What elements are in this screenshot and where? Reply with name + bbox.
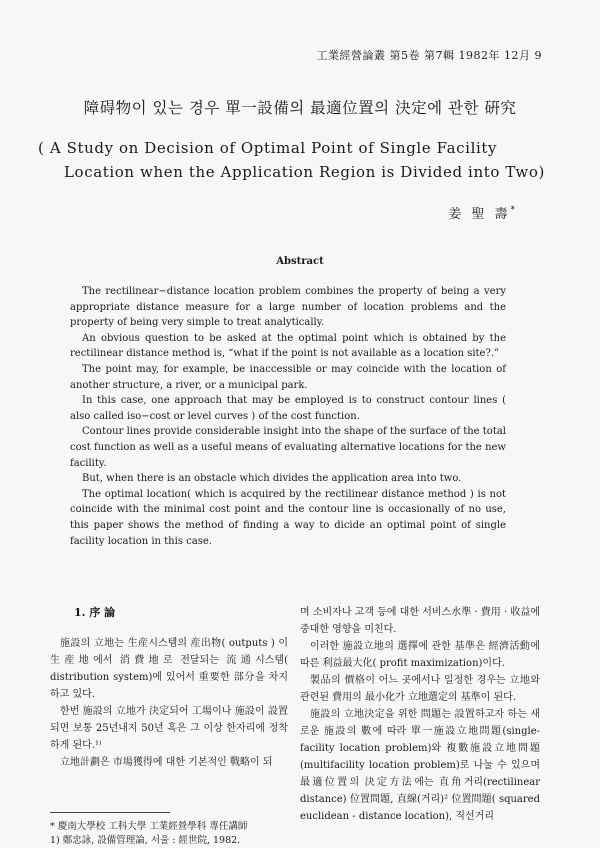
abstract-paragraph: The optimal location( which is acquired by the rectilinear distance method ) is not coincide with the minimal cost point and the contour line is occasionally of no use, this paper shows the method of finding a way to dicide an optimal point of single facility location in this case. xyxy=(70,488,506,547)
body-paragraph: 한번 施設의 立地가 決定되어 工場이나 施設이 設置되면 보통 25년내지 50년 혹은 그 이상 한자리에 정착하게 된다.¹⁾ xyxy=(50,706,288,751)
abstract-paragraph: But, when there is an obstacle which divides the application area into two. xyxy=(82,473,462,485)
title-english-line1: ( A Study on Decision of Optimal Point of Single Facility xyxy=(38,139,498,157)
column-right xyxy=(300,604,540,825)
author xyxy=(448,203,518,222)
title-english-line2: Location when the Application Region is Divided into Two) xyxy=(64,163,545,181)
footnote-rule xyxy=(50,812,170,813)
body-paragraph: 施設의 立地決定을 위한 問題는 設置하고자 하는 새로운 施設의 數에 따라 單一施設立地問題(single-facility location problem)와 複數施設立地問題(multifacility location problem)로 나눌 수 있으며 最適位置의 決定方法에는 直角거리(rectilinear distance) 位置問題, 直線(거리)² 位置問題( squared euclidean - distance location), 직선거리 xyxy=(300,709,540,822)
body-paragraph: 施設의 立地는 生産시스템의 産出物( outputs ) 이 生産地에서 消費地로 전달되는 流通시스템( distribution system)에 있어서 重要한 部分을 차지하고 있다. xyxy=(50,638,288,700)
abstract-paragraph: The point may, for example, be inaccessible or may coincide with the location of another structure, a river, or a municipal park. xyxy=(70,363,506,391)
author-mark: * xyxy=(510,205,518,216)
abstract-body xyxy=(70,284,506,549)
abstract-paragraph: In this case, one approach that may be employed is to construct contour lines ( also called iso−cost or level curves ) of the cost function. xyxy=(70,395,506,422)
body-paragraph: 며 소비자나 고객 등에 대한 서비스水準 · 費用 · 收益에 중대한 영향을 미친다. xyxy=(300,607,540,635)
title-english xyxy=(38,136,568,184)
running-head: 工業經營論叢 第5卷 第7輯 1982年 12月 9 xyxy=(316,49,542,62)
author-name: 姜 聖 壽 xyxy=(448,207,511,222)
body-paragraph: 이러한 施設立地의 選擇에 관한 基準은 經濟活動에 따른 利益最大化( profit maximization)이다. xyxy=(300,641,540,669)
footnotes xyxy=(50,820,290,848)
abstract-paragraph: The rectilinear−distance location problem combines the property of being a very appropriate distance measure for a large number of location problems and the property of being very simple to treat analytically. xyxy=(70,286,506,329)
footnote-affiliation: * 慶南大學校 工科大學 工業經營學科 專任講師 xyxy=(50,821,248,832)
column-left xyxy=(50,604,288,771)
footnote-ref1: 1) 鄭忠詠, 設備管理論, 서울 : 經世院, 1982. xyxy=(50,835,241,846)
abstract-paragraph: An obvious question to be asked at the optimal point which is obtained by the rectilinear distance method is, “what if the point is not available as a location site?.” xyxy=(70,332,506,360)
abstract-paragraph: Contour lines provide considerable insight into the shape of the surface of the total cost function as well as a useful means of evaluating alternative locations for the new facility. xyxy=(70,426,506,469)
section-heading: 1. 序 論 xyxy=(74,606,116,619)
abstract-heading: Abstract xyxy=(276,256,324,267)
title-korean: 障碍物이 있는 경우 單一設備의 最適位置의 決定에 관한 硏究 xyxy=(83,99,517,117)
body-paragraph: 製品의 價格이 어느 곳에서나 일정한 경우는 立地와 관련된 費用의 最小化가 立地選定의 基準이 된다. xyxy=(300,675,540,703)
body-paragraph: 立地計劃은 市場獲得에 대한 기본적인 戰略이 되 xyxy=(60,757,273,768)
